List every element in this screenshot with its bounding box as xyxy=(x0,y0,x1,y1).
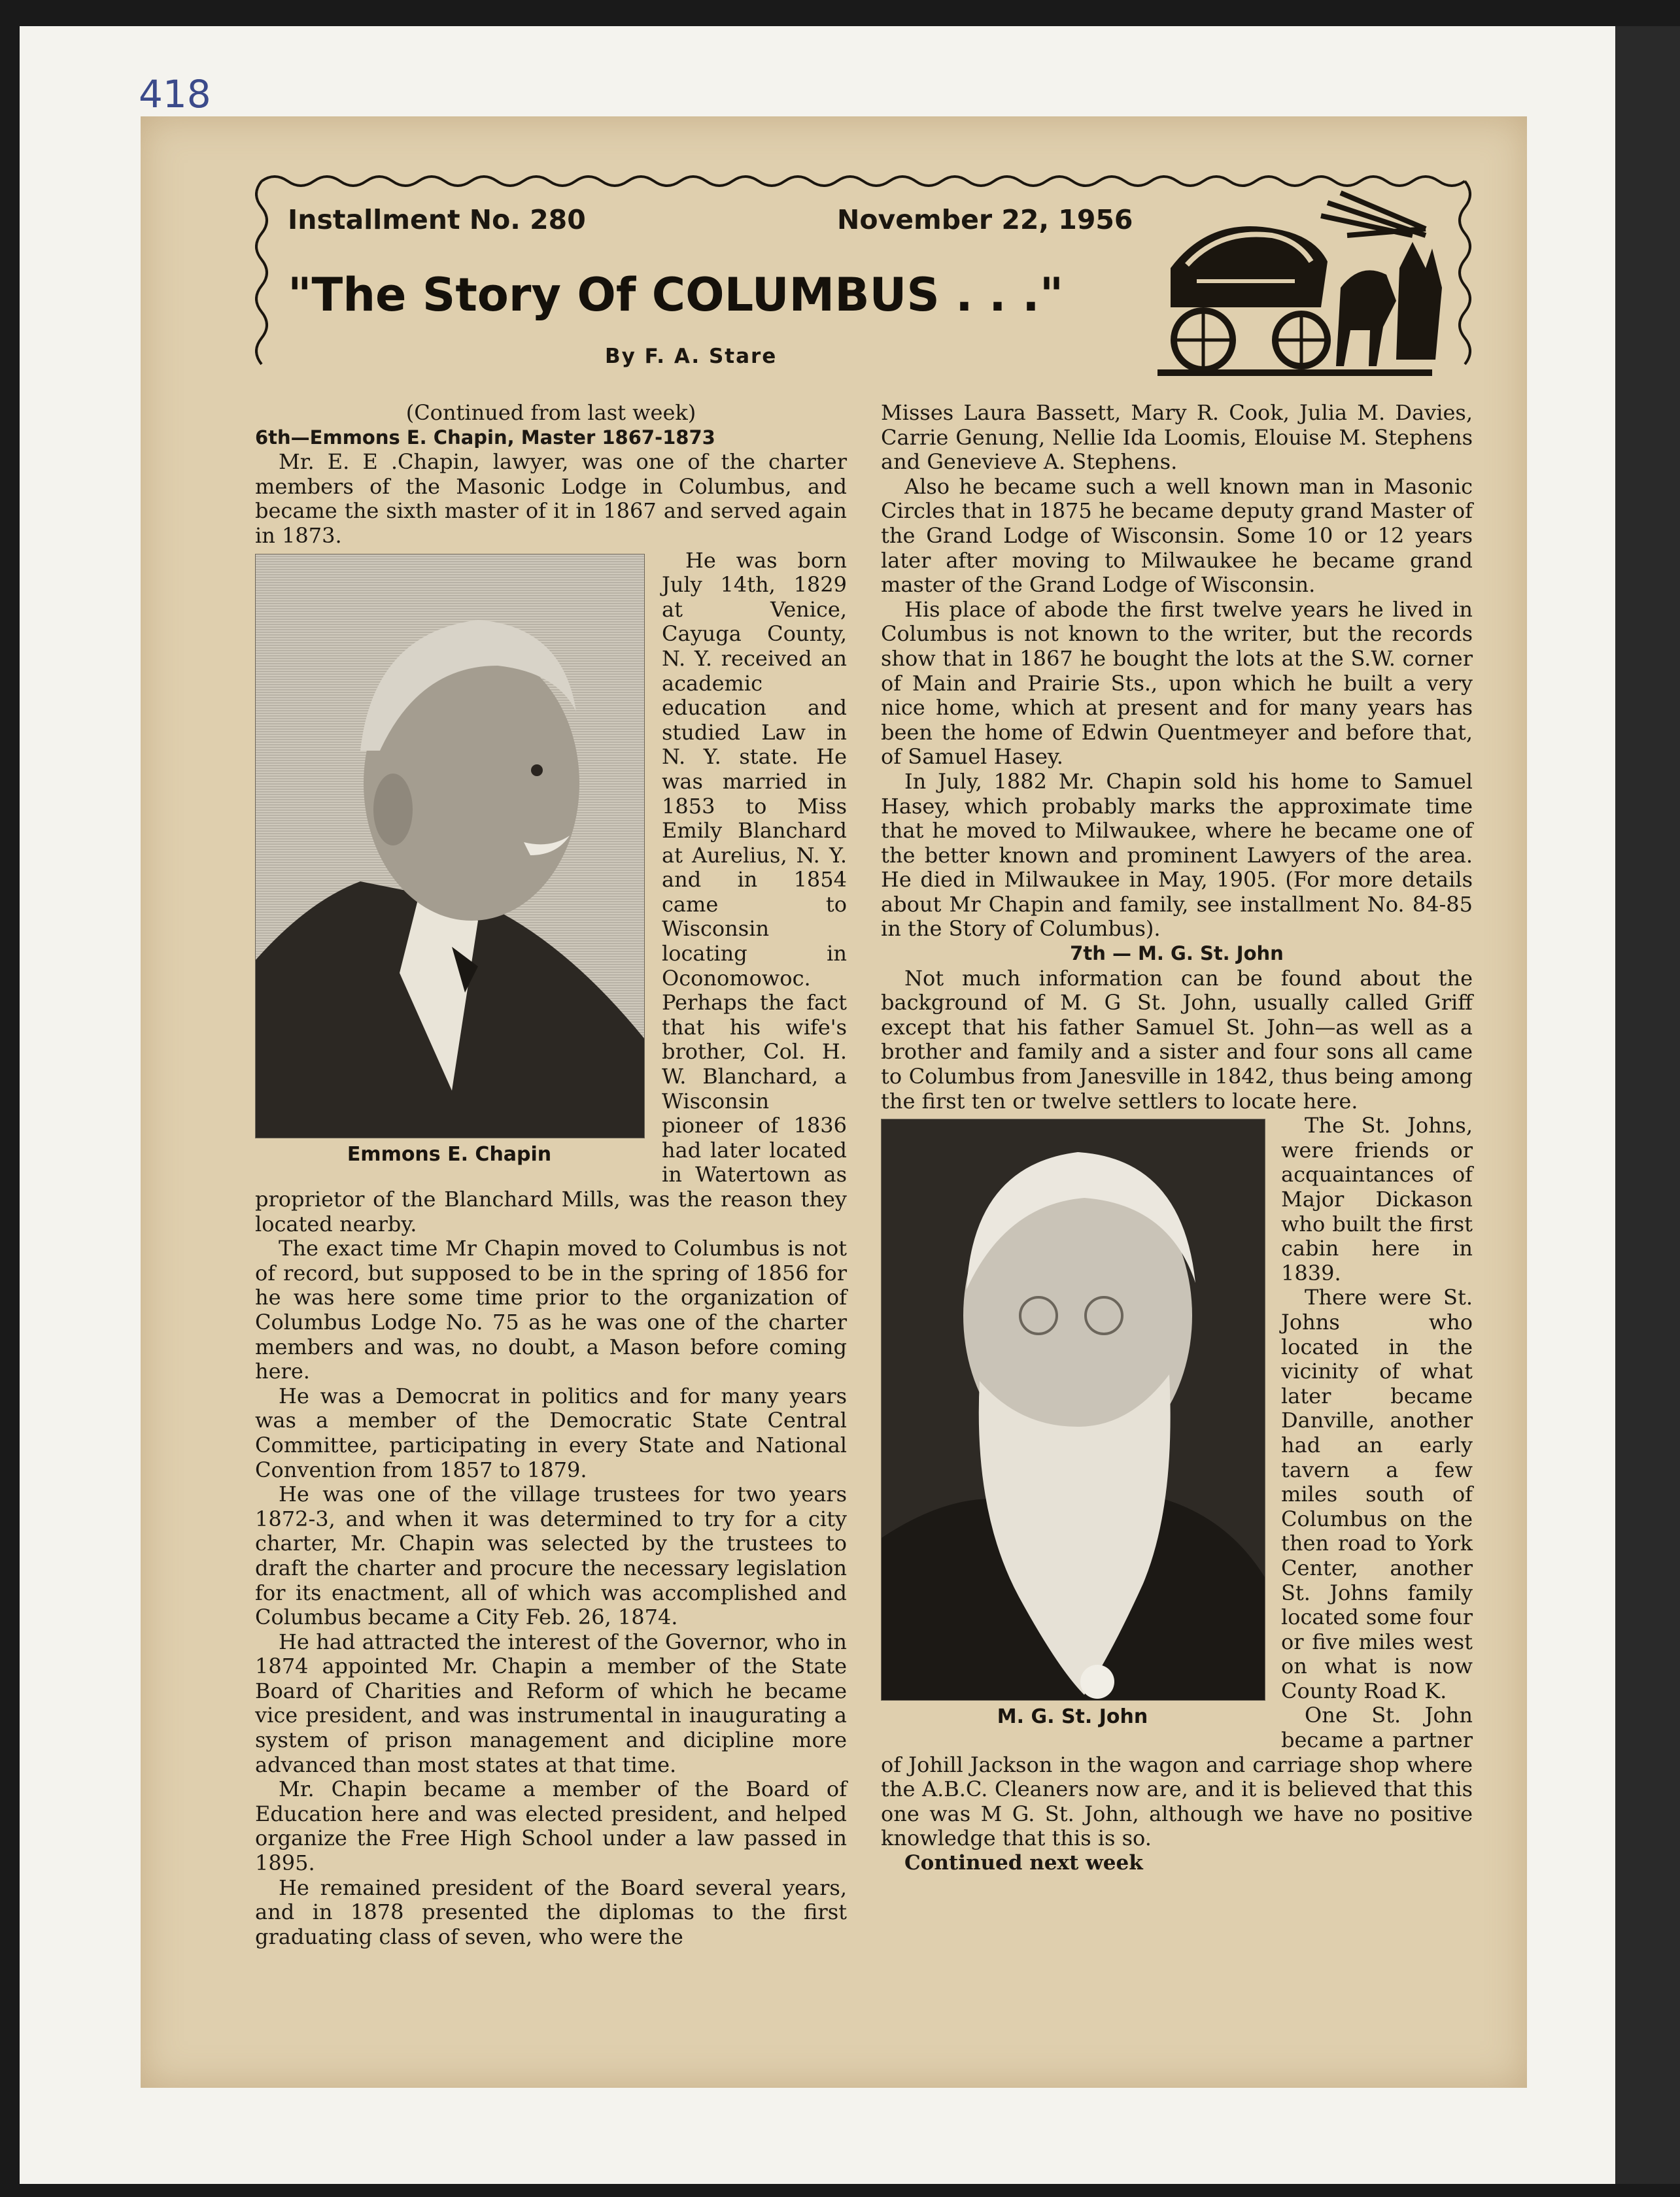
paragraph: He was one of the village trustees for two years 1872-3, and when it was determined to try for a city charter, Mr. Chapin was selected by the trustees to draft the charter and procure the necessary legislation for its enactment, all of which was accomplished and Columbus became a City Feb. 26, 1874. xyxy=(255,1482,847,1630)
paragraph: Not much information can be found about the background of M. G St. John, usually called Griff except that his father Samuel St. John—as well as a brother and family and a sister and four sons all came to Columbus from Janesville in 1842, thus being among the first ten or twelve settlers to locate here. xyxy=(881,965,1473,1114)
paragraph: One St. John became a partner of Johill Jackson in the wagon and carriage shop where the A.B.C. Cleaners now are, and it is believed that this one was M G. St. John, although we have no positive knowledge that this is so. xyxy=(881,1703,1473,1851)
byline: By F. A. Stare xyxy=(605,345,778,368)
covered-wagon-illustration xyxy=(1151,190,1445,386)
publication-date: November 22, 1956 xyxy=(837,204,1133,235)
continued-note: (Continued from last week) xyxy=(405,400,696,425)
installment-number: Installment No. 280 xyxy=(288,204,586,235)
chapin-photo-block xyxy=(255,554,647,1167)
paragraph: There were St. Johns who located in the vicinity of what later became Danville, another had an early tavern a few miles south of Columbus on the then road to York Center, another St. Johns family located some four or five miles west on what is now County Road K. xyxy=(1281,1285,1473,1703)
paragraph: The exact time Mr Chapin moved to Columbus is not of record, but supposed to be in the spring of 1856 for he was here some time prior to the organization of Columbus Lodge No. 75 as he was one of the charter members and was, no doubt, a Mason before coming here. xyxy=(255,1236,847,1384)
chapin-photo-caption: Emmons E. Chapin xyxy=(347,1142,552,1166)
paragraph: In July, 1882 Mr. Chapin sold his home to Samuel Hasey, which probably marks the approximate time that he moved to Milwaukee, where he became one of the better known and prominent Lawyers of the area. He died in Milwaukee in May, 1905. (For more details about Mr Chapin and family, see installment No. 84-85 in the Story of Columbus). xyxy=(881,768,1473,942)
st-john-photo-block xyxy=(881,1119,1267,1729)
left-column xyxy=(255,401,847,1949)
paragraph: Mr. Chapin became a member of the Board of Education here and was elected president, and helped organize the Free High School under a law passed in 1895. xyxy=(255,1777,847,1876)
st-john-photo-caption: M. G. St. John xyxy=(997,1705,1148,1729)
paragraph: He remained president of the Board several years, and in 1878 presented the diplomas to the first graduating class of seven, who were the xyxy=(255,1875,847,1949)
paragraph: Misses Laura Bassett, Mary R. Cook, Julia M. Davies, Carrie Genung, Nellie Ida Loomis, Elouise M. Stephens and Genevieve A. Stephens. xyxy=(881,400,1473,475)
paragraph: He was born July 14th, 1829 at Venice, Cayuga County, N. Y. received an academic education and studied Law in N. Y. state. He was married in 1853 to Miss Emily Blanchard at Aurelius, N. Y. and in 1854 came to Wisconsin locating in Oconomowoc. Perhaps the fact that his wife's brother, Col. H. W. Blanchard, a Wisconsin pioneer of 1836 had later located in Watertown as proprietor of the Blanchard Mills, was the reason they located nearby. xyxy=(255,547,847,1236)
section-title-6th: 6th—Emmons E. Chapin, Master 1867-1873 xyxy=(255,426,715,449)
paragraph: Mr. E. E .Chapin, lawyer, was one of the charter members of the Masonic Lodge in Columbus, and became the sixth master of it in 1867 and served again in 1873. xyxy=(255,449,847,548)
section-title-7th: 7th — M. G. St. John xyxy=(1070,942,1284,965)
paragraph: His place of abode the first twelve years he lived in Columbus is not known to the writer, but the records show that in 1867 he bought the lots at the S.W. corner of Main and Prairie Sts., upon which he built a very nice home, which at present and for many years has been the home of Edwin Quentmeyer and before that, of Samuel Hasey. xyxy=(881,596,1473,770)
page-number: 418 xyxy=(139,72,211,116)
paragraph: He had attracted the interest of the Governor, who in 1874 appointed Mr. Chapin a member of the State Board of Charities and Reform of which he became vice president, and was instrumental in inaugurating a system of prison management and dicipline more advanced than most states at that time. xyxy=(255,1629,847,1777)
paragraph: The St. Johns, were friends or acquaintances of Major Dickason who built the first cabin here in 1839. xyxy=(1281,1113,1473,1286)
right-column xyxy=(881,401,1473,1876)
paragraph: He was a Democrat in politics and for many years was a member of the Democratic State Central Committee, participating in every State and National Convention from 1857 to 1879. xyxy=(255,1383,847,1482)
continued-next-week: Continued next week xyxy=(904,1851,1143,1875)
paragraph: Also he became such a well known man in Masonic Circles that in 1875 he became deputy grand Master of the Grand Lodge of Wisconsin. Some 10 or 12 years later after moving to Milwaukee he became grand master of the Grand Lodge of Wisconsin. xyxy=(881,473,1473,598)
headline: "The Story Of COLUMBUS . . ." xyxy=(288,268,1064,322)
emmons-chapin-photo xyxy=(255,554,645,1138)
mg-st-john-photo xyxy=(881,1119,1265,1701)
book-binding-edge xyxy=(1615,26,1680,2184)
